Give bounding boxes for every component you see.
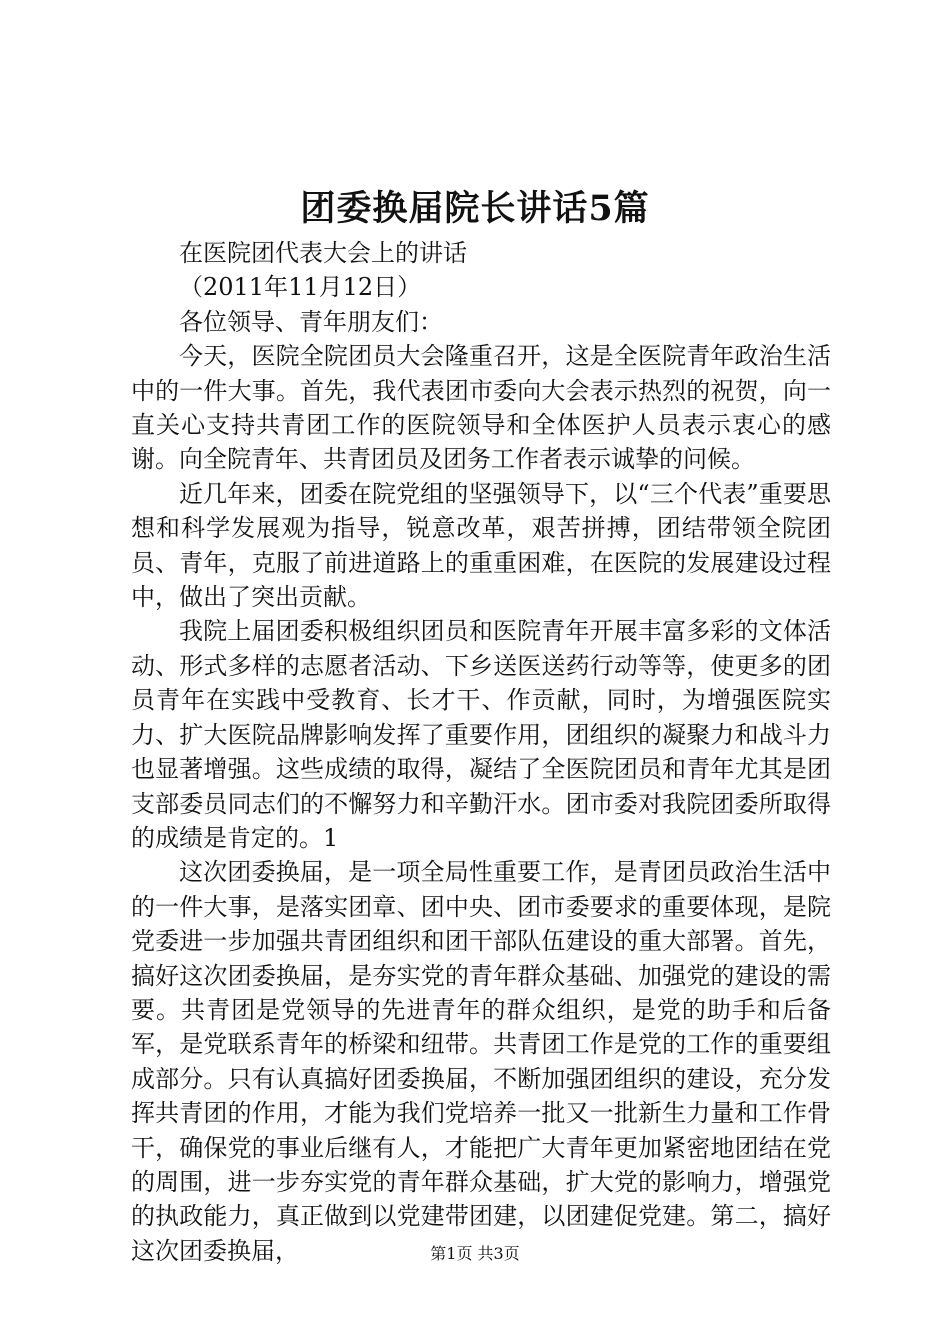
paragraph-election-importance: 这次团委换届，是一项全局性重要工作，是青团员政治生活中的一件大事，是落实团章、团中央、团市委要求的重要体现，是院党委进一步加强共青团组织和团干部队伍建设的重大部署。首先，搞好这次团委换届，是夯实党的青年群众基础、加强党的建设的需要。共青团是党领导的先进青年的群众组织，是党的助手和后备军，是党联系青年的桥梁和纽带。共青团工作是党的工作的重要组成部分。只有认真搞好团委换届，不断加强团组织的建设，充分发挥共青团的作用，才能为我们党培养一批又一批新生力量和工作骨干，确保党的事业后继有人，才能把广大青年更加紧密地团结在党的周围，进一步夯实党的青年群众基础，扩大党的影响力，增强党的执政能力，真正做到以党建带团建，以团建促党建。第二，搞好这次团委换届， [131,858,831,1265]
paragraph-opening: 今天，医院全院团员大会隆重召开，这是全医院青年政治生活中的一件大事。首先，我代表团市委向大会表示热烈的祝贺，向一直关心支持共青团工作的医院领导和全体医护人员表示衷心的感谢。向全院青年、共青团员及团务工作者表示诚挚的问候。 [131,342,831,474]
page-number-footer: 第1页 共3页 [430,1244,520,1263]
paragraph-achievements: 近几年来，团委在院党组的坚强领导下，以“三个代表”重要思想和科学发展观为指导，锐意改革，艰苦拼搏，团结带领全院团员、青年，克服了前进道路上的重重困难，在医院的发展建设过程中，做出了突出贡献。 [131,479,831,612]
salutation: 各位领导、青年朋友们： [179,307,443,336]
speech-date: （2011年11月12日） [179,273,422,302]
document-body [131,236,831,1268]
paragraph-activities: 我院上届团委积极组织团员和医院青年开展丰富多彩的文体活动、形式多样的志愿者活动、下乡送医送药行动等等，使更多的团员青年在实践中受教育、长才干、作贡献，同时，为增强医院实力、扩大医院品牌影响发挥了重要作用，团组织的凝聚力和战斗力也显著增强。这些成绩的取得，凝结了全医院团员和青年尤其是团支部委员同志们的不懈努力和辛勤汗水。团市委对我院团委所取得的成绩是肯定的。1 [131,617,831,852]
document-title: 团委换届院长讲话5篇 [300,188,650,229]
speech-heading: 在医院团代表大会上的讲话 [179,239,467,267]
